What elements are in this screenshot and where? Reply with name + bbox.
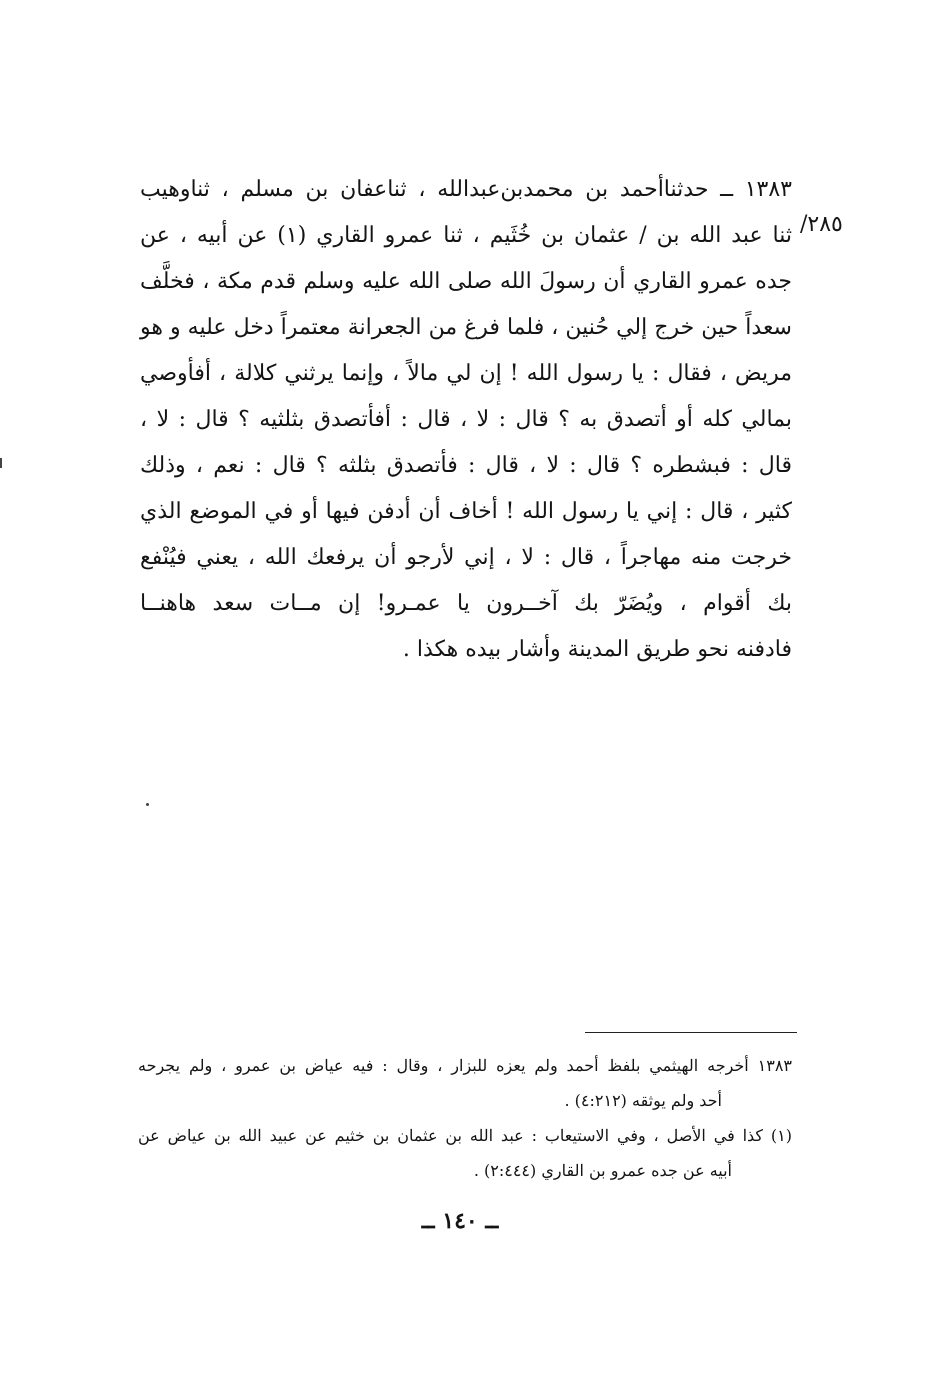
page-number: ــ ١٤٠ ــ xyxy=(421,1208,499,1234)
text-line: خرجت منه مهاجراً ، قال : لا ، إني لأرجو أن يرفعك الله ، يعني فيُنْفع xyxy=(140,545,792,570)
footnote-line: (١) كذا في الأصل ، وفي الاستيعاب : عبد الله بن عثمان بن خثيم عن عبيد الله بن عياض عن xyxy=(138,1126,792,1145)
hadith-text xyxy=(140,170,792,676)
footnote-line: ١٣٨٣ أخرجه الهيثمي بلفظ أحمد ولم يعزه للبزار ، وقال : فيه عياض بن عمرو ، ولم يجرحه xyxy=(138,1056,792,1075)
footnotes xyxy=(138,1050,792,1190)
scan-speck xyxy=(146,803,149,806)
text-line: مريض ، فقال : يا رسول الله ! إن لي مالاً ، وإنما يرثني كلالة ، أفأوصي xyxy=(140,361,792,386)
text-line: ١٣٨٣ ــ حدثناأحمد بن محمدبن‌عبدالله ، ثناعفان بن مسلم ، ثناوهيب xyxy=(140,177,792,202)
text-line: ثنا عبد الله بن / عثمان بن خُثَيم ، ثنا عمرو القاري (١) عن أبيه ، عن xyxy=(140,223,792,248)
text-line: جده عمرو القاري أن رسولَ الله صلى الله عليه وسلم قدم مكة ، فخلَّف xyxy=(140,269,792,294)
footnote-line: أحد ولم يوثقه (٤:٢١٢) . xyxy=(564,1091,722,1110)
text-line: فادفنه نحو طريق المدينة وأشار بيده هكذا . xyxy=(402,637,792,662)
footnote-divider xyxy=(585,1032,797,1033)
text-line: بك أقوام ، ويُضَرّ بك آخــرون يا عمـرو! إن مــات سعد هاهنــا xyxy=(140,591,792,616)
original-page-marker: ٢٨٥/ xyxy=(800,212,843,237)
footnote-line: أبيه عن جده عمرو بن القاري (٢:٤٤٤) . xyxy=(473,1161,732,1180)
text-line: بمالي كله أو أتصدق به ؟ قال : لا ، قال : أفأتصدق بثلثيه ؟ قال : لا ، xyxy=(140,407,792,432)
text-line: كثير ، قال : إني يا رسول الله ! أخاف أن أدفن فيها أو في الموضع الذي xyxy=(140,499,792,524)
scan-edge-mark xyxy=(0,458,2,468)
text-line: قال : فبشطره ؟ قال : لا ، قال : فأتصدق بثلثه ؟ قال : نعم ، وذلك xyxy=(140,453,792,478)
text-line: سعداً حين خرج إلي حُنين ، فلما فرغ من الجعرانة معتمراً دخل عليه و هو xyxy=(140,315,792,340)
